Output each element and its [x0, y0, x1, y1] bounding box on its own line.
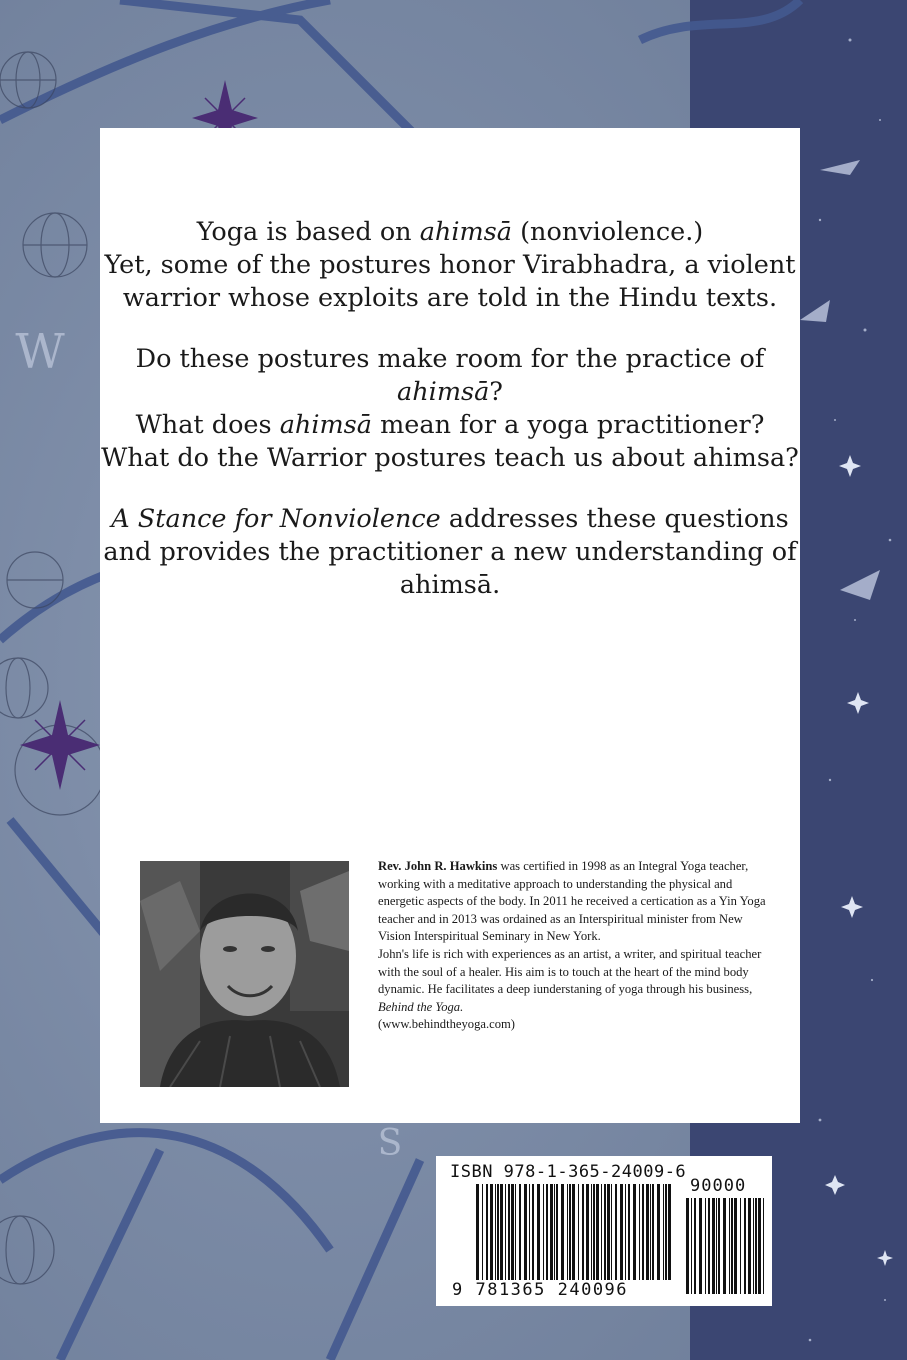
barcode-bar: [607, 1184, 610, 1280]
barcode-bar: [567, 1184, 568, 1280]
barcode-bar: [532, 1184, 534, 1280]
barcode-bar: [718, 1198, 720, 1294]
barcode-bar: [511, 1184, 514, 1280]
barcode-bar: [668, 1184, 671, 1280]
svg-text:S: S: [377, 1123, 403, 1164]
author-bio: [378, 858, 778, 1034]
barcode-bar: [508, 1184, 510, 1280]
barcode-bar: [731, 1198, 733, 1294]
barcode-bar: [646, 1184, 649, 1280]
barcode-bar: [582, 1184, 584, 1280]
text-run: ?: [489, 377, 503, 407]
barcode-bar: [543, 1184, 544, 1280]
barcode-bar: [476, 1184, 479, 1280]
addon-digits: 90000: [690, 1176, 747, 1196]
blurb-paragraph-3: [100, 503, 800, 602]
bio-paragraph-2: John's life is rich with experiences as an artist, a writer, and spiritual teacher with the soul of a healer. His aim is to touch at the heart of the mind body dynamic. He facilitates a deep iunderstaning of yoga through his business, Behind the Yoga.: [378, 946, 762, 1014]
barcode-bar: [708, 1198, 710, 1294]
barcode-bar: [611, 1184, 612, 1280]
isbn-label: ISBN 978-1-365-24009-6: [450, 1162, 687, 1182]
barcode-bar: [642, 1184, 644, 1280]
barcode-bar: [657, 1184, 660, 1280]
blurb-paragraph-2: [100, 343, 800, 475]
author-photo: [140, 861, 349, 1087]
barcode-bar: [633, 1184, 636, 1280]
italic-term: ahimsā: [279, 410, 372, 440]
barcode-bar: [490, 1184, 493, 1280]
barcode-bar: [705, 1198, 706, 1294]
barcode-bar: [601, 1184, 602, 1280]
barcode-bar: [620, 1184, 623, 1280]
barcode-bar: [755, 1198, 757, 1294]
barcode-bar: [716, 1198, 717, 1294]
barcode-bar: [529, 1184, 530, 1280]
text-run: Do these postures make room for the practice of: [135, 344, 765, 374]
barcode-bar: [723, 1198, 726, 1294]
barcode-bar: [524, 1184, 527, 1280]
barcode-bar: [550, 1184, 553, 1280]
text-run: Yoga is based on: [196, 217, 420, 247]
barcode-bar: [639, 1184, 640, 1280]
barcode-bar: [615, 1184, 617, 1280]
text-run: (nonviolence.): [511, 217, 704, 247]
barcode-bar: [561, 1184, 564, 1280]
author-website: (www.behindtheyoga.com): [378, 1017, 515, 1032]
blurb-paragraph-1: [100, 216, 800, 315]
barcode-bar: [486, 1184, 488, 1280]
barcode-bar: [546, 1184, 548, 1280]
svg-text:W: W: [15, 324, 65, 380]
text-run: addresses these questions and provides the practitioner a new understanding of ahimsā.: [103, 504, 797, 600]
barcode-bar: [569, 1184, 571, 1280]
isbn-barcode: [436, 1156, 772, 1306]
barcode-bar: [604, 1184, 606, 1280]
white-text-panel: [100, 128, 800, 1123]
barcode-bar: [694, 1198, 696, 1294]
barcode-bar: [537, 1184, 540, 1280]
barcode-bar: [556, 1184, 558, 1280]
barcode-bar: [572, 1184, 575, 1280]
text-run: mean for a yoga practitioner?: [371, 410, 765, 440]
barcode-bar: [586, 1184, 589, 1280]
barcode-bar: [753, 1198, 754, 1294]
barcode-bar: [628, 1184, 630, 1280]
barcode-bar: [748, 1198, 751, 1294]
barcode-bar: [734, 1198, 737, 1294]
barcode-bar: [744, 1198, 746, 1294]
text-run: What does: [135, 410, 280, 440]
barcode-bar: [515, 1184, 516, 1280]
barcode-bar: [763, 1198, 764, 1294]
italic-term: A Stance for Nonviolence: [111, 504, 441, 534]
barcode-bar: [652, 1184, 654, 1280]
barcode-bar: [686, 1198, 689, 1294]
book-blurb: [100, 216, 800, 602]
barcode-bar: [625, 1184, 626, 1280]
barcode-bar: [495, 1184, 496, 1280]
barcode-bar: [505, 1184, 506, 1280]
italic-term: ahimsā: [397, 377, 490, 407]
barcode-bar: [500, 1184, 503, 1280]
barcode-bar: [482, 1184, 483, 1280]
author-name: Rev. John R. Hawkins: [378, 859, 498, 873]
ean-digits: 9 781365 240096: [452, 1280, 629, 1300]
barcode-bar: [699, 1198, 702, 1294]
barcode-bar: [729, 1198, 730, 1294]
barcode-bar: [758, 1198, 761, 1294]
barcode-bar: [712, 1198, 715, 1294]
barcode-bar: [663, 1184, 664, 1280]
business-name: Behind the Yoga.: [378, 999, 464, 1014]
barcode-bar: [591, 1184, 592, 1280]
barcode-bar: [596, 1184, 599, 1280]
text-run: Yet, some of the postures honor Virabhadra, a violent warrior whose exploits are told in the Hindu texts.: [104, 250, 796, 313]
barcode-bar: [578, 1184, 579, 1280]
barcode-bar: [519, 1184, 521, 1280]
barcode-bar: [691, 1198, 692, 1294]
barcode-bar: [740, 1198, 741, 1294]
barcode-bar: [665, 1184, 667, 1280]
barcode-bar: [650, 1184, 651, 1280]
text-run: What do the Warrior postures teach us about ahimsa?: [101, 443, 799, 473]
barcode-bar: [497, 1184, 499, 1280]
barcode-bar: [593, 1184, 595, 1280]
bio-paragraph-1: Rev. John R. Hawkins was certified in 1998 as an Integral Yoga teacher, working with a meditative approach to understanding the physical and energetic aspects of the body. In 2011 he received a certication as a Yin Yoga teacher and in 2013 was ordained as an Interspiritual minister from New Vision Interspiritual Seminary in New York.: [378, 859, 766, 944]
italic-term: ahimsā: [419, 217, 512, 247]
barcode-bar: [554, 1184, 555, 1280]
